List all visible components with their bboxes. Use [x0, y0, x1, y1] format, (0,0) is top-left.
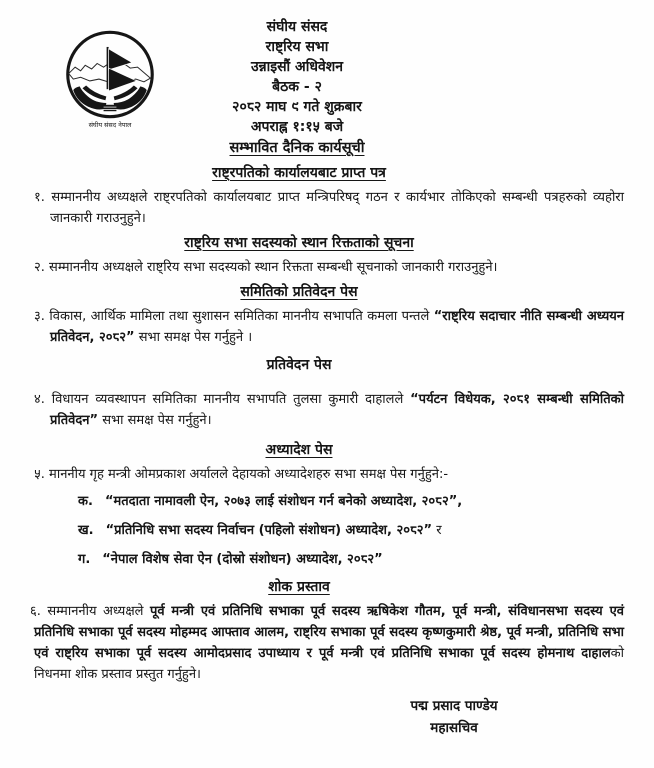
document-header	[0, 17, 594, 159]
item-number: ६.	[30, 604, 41, 619]
sub-item-post: र	[432, 523, 442, 538]
agenda-item-2	[34, 257, 624, 278]
emblem-caption: संघीय संसद नेपाल	[88, 120, 132, 129]
item-text: सम्माननीय अध्यक्षले राष्ट्रिय सभा सदस्यको स्थान रिक्तता सम्बन्धी सूचनाको जानकारी गराउनुहुने।	[49, 260, 498, 275]
ordinance-title-bold: “प्रतिनिधि सभा सदस्य निर्वाचन (पहिलो संशोधन) अध्यादेश, २०८२”	[105, 523, 433, 538]
item-number: २.	[34, 260, 45, 275]
sub-item-label: क.	[78, 494, 93, 509]
sub-item-label: ग.	[78, 552, 91, 567]
meeting-number: बैठक - २	[272, 79, 322, 95]
item-text: सम्माननीय अध्यक्षले	[47, 604, 150, 619]
item-text-post: सभा समक्ष पेस गर्नुहुने।	[98, 413, 212, 428]
item-text: माननीय गृह मन्त्री ओमप्रकाश अर्यालले देहायको अध्यादेशहरु सभा समक्ष पेस गर्नुहुने:-	[49, 467, 449, 482]
session-number: उन्नाइसौं अधिवेशन	[250, 59, 344, 75]
item-text-post: को निधनमा शोक प्रस्ताव प्रस्तुत गर्नुहुने।	[34, 646, 624, 682]
section-heading-president-letter: राष्ट्रपतिको कार्यालयबाट प्राप्त पत्र	[212, 165, 386, 181]
ordinance-title-bold: “नेपाल विशेष सेवा ऐन (दोस्रो संशोधन) अध्यादेश, २०८२”	[102, 552, 383, 567]
document-title: सम्भावित दैनिक कार्यसूची	[229, 140, 365, 156]
agenda-item-3	[34, 306, 624, 348]
agenda-content	[30, 164, 624, 685]
section-heading-committee-report: समितिको प्रतिवेदन पेस	[240, 284, 358, 300]
section-heading-ordinance: अध्यादेश पेस	[265, 442, 333, 458]
report-title-bold: “राष्ट्रिय सदाचार नीति सम्बन्धी अध्ययन प्रतिवेदन, २०८२”	[50, 309, 624, 345]
item-number: ४.	[34, 392, 45, 407]
item-text: सम्माननीय अध्यक्षले राष्ट्रपतिको कार्यालयबाट प्राप्त मन्त्रिपरिषद् गठन र कार्यभार तोकिएको सम्बन्धी पत्रहरुको व्यहोरा जानकारी गराउनुहुने।	[50, 190, 624, 226]
signatory-role: महासचिव	[430, 720, 478, 736]
meeting-date: २०८२ माघ ९ गते शुक्रबार	[232, 99, 362, 115]
section-heading-seat-vacancy: राष्ट्रिय सभा सदस्यको स्थान रिक्तताको सूचना	[184, 235, 414, 251]
assembly-name: राष्ट्रिय सभा	[265, 39, 329, 55]
agenda-item-4	[34, 389, 624, 431]
section-heading-condolence: शोक प्रस्ताव	[268, 579, 330, 595]
item-number: १.	[34, 190, 45, 205]
ordinance-sublist	[78, 491, 624, 570]
item-text: विकास, आर्थिक मामिला तथा सुशासन समितिका माननीय सभापति कमला पन्तले	[49, 309, 434, 324]
ordinance-item-ga	[78, 549, 624, 570]
signature-block	[364, 695, 544, 739]
agenda-item-6	[30, 601, 624, 685]
ordinance-item-kha	[78, 520, 624, 541]
deceased-names-bold: पूर्व मन्त्री एवं प्रतिनिधि सभाका पूर्व सदस्य ऋषिकेश गौतम, पूर्व मन्त्री, संविधानसभा सदस्य एवं प्रतिनिधि सभाका पूर्व सदस्य मोहम्मद आफ्ताव आलम, राष्ट्रिय सभाका पूर्व सदस्य कृष्णकुमारी श्रेष्ठ, पूर्व मन्त्री, प्रतिनिधि सभा एवं राष्ट्रिय सभाका पूर्व सदस्य आमोदप्रसाद उपाध्याय र पूर्व मन्त्री एवं प्रतिनिधि सभाका पूर्व सदस्य होमनाथ दाहाल	[34, 604, 624, 661]
signatory-name: पद्म प्रसाद पाण्डेय	[410, 698, 498, 714]
item-number: ३.	[34, 309, 45, 324]
report-title-bold: “पर्यटन विधेयक, २०८१ सम्बन्धी समितिको प्रतिवेदन”	[50, 392, 624, 428]
sub-item-label: ख.	[78, 523, 94, 538]
org-name: संघीय संसद	[266, 19, 328, 35]
item-text: विधायन व्यवस्थापन समितिका माननीय सभापति तुलसा कुमारी दाहालले	[51, 392, 411, 407]
agenda-item-1	[34, 187, 624, 229]
ordinance-item-ka	[78, 491, 624, 512]
agenda-item-5	[34, 464, 624, 485]
ordinance-title-bold: “मतदाता नामावली ऐन, २०७३ लाई संशोधन गर्न बनेको अध्यादेश, २०८२”,	[104, 494, 463, 509]
item-number: ५.	[34, 467, 45, 482]
item-text-post: सभा समक्ष पेस गर्नुहुने ।	[134, 330, 253, 345]
section-heading-report: प्रतिवेदन पेस	[266, 357, 332, 373]
meeting-time: अपराह्न १:१५ बजे	[250, 119, 344, 135]
